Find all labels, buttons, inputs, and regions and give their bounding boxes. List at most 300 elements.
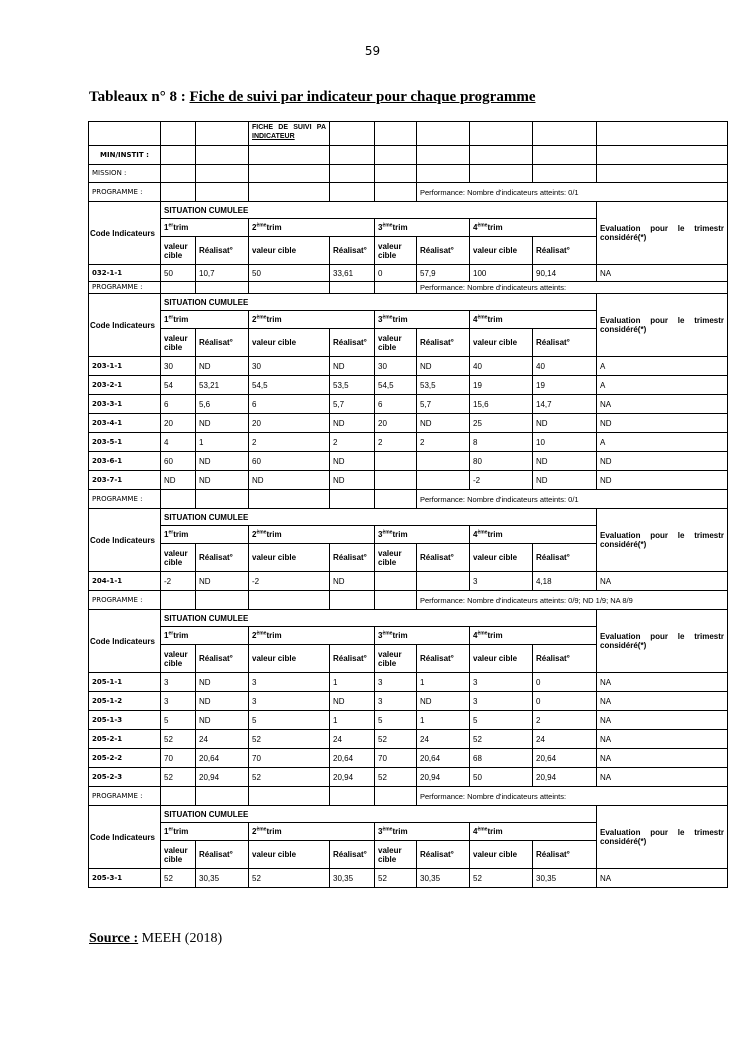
q3-txt: trim: [392, 223, 408, 232]
quarter-1: [161, 219, 249, 237]
cell-v2: 70: [249, 749, 330, 768]
cell-r1: 24: [196, 730, 249, 749]
indicator-code: 203-7-1: [89, 471, 161, 490]
q2-sup: ème: [256, 529, 267, 536]
cell-r2: ND: [330, 357, 375, 376]
cell-r2: ND: [330, 452, 375, 471]
quarter-2: [249, 311, 375, 329]
q3-label: [378, 827, 408, 836]
realisat-label: Réalisat°: [330, 544, 375, 572]
fiche-line-2: INDICATEUR: [252, 133, 295, 140]
empty-cell: [375, 183, 417, 202]
table-row: [89, 768, 728, 787]
cell-v4: -2: [470, 471, 533, 490]
q2-txt: trim: [266, 223, 282, 232]
cell-r3: [417, 572, 470, 591]
empty-cell: [161, 591, 196, 610]
eval-line-1: Evaluation pour le trimestr: [600, 316, 724, 325]
quarter-4: [470, 526, 597, 544]
eval-line-2: considéré(*): [600, 325, 647, 334]
q3-label: [378, 223, 408, 232]
cell-r4: 30,35: [533, 869, 597, 888]
valeur-cible-label: valeur cible: [375, 237, 417, 265]
empty-cell: [470, 122, 533, 146]
cell-r2: 53,5: [330, 376, 375, 395]
cell-v3: 3: [375, 673, 417, 692]
indicator-code: 205-1-3: [89, 711, 161, 730]
cell-v1: 4: [161, 433, 196, 452]
q1-label: [164, 827, 188, 836]
cell-r1: ND: [196, 414, 249, 433]
cell-r3: 1: [417, 711, 470, 730]
situation-row: [89, 806, 728, 823]
cell-r3: 57,9: [417, 265, 470, 282]
empty-cell: [161, 787, 196, 806]
empty-cell: [417, 165, 470, 183]
code-indicateurs-label: Code Indicateurs: [89, 509, 161, 572]
q4-label: [473, 827, 503, 836]
empty-cell: [196, 122, 249, 146]
evaluation-header: [597, 294, 728, 357]
situation-cumulee-label: SITUATION CUMULEE: [161, 202, 597, 219]
quarter-2: [249, 526, 375, 544]
realisat-label: Réalisat°: [196, 841, 249, 869]
evaluation-cell: NA: [597, 768, 728, 787]
realisat-label: Réalisat°: [196, 645, 249, 673]
evaluation-cell: NA: [597, 749, 728, 768]
min-row: [89, 146, 728, 165]
cell-v1: -2: [161, 572, 196, 591]
empty-cell: [533, 122, 597, 146]
tracking-table: [88, 121, 728, 888]
min-instit-label: MIN/INSTIT :: [89, 146, 161, 165]
empty-cell: [161, 122, 196, 146]
q2-label: [252, 827, 282, 836]
valeur-cible-label: valeur cible: [470, 841, 533, 869]
q4-num: 4: [473, 631, 478, 640]
quarter-2: [249, 823, 375, 841]
cell-r3: 20,64: [417, 749, 470, 768]
situation-row: [89, 509, 728, 526]
cell-v3: 6: [375, 395, 417, 414]
empty-cell: [470, 146, 533, 165]
quarter-4: [470, 823, 597, 841]
valeur-cible-label: valeur cible: [470, 329, 533, 357]
table-row: [89, 433, 728, 452]
situation-cumulee-label: SITUATION CUMULEE: [161, 509, 597, 526]
q3-txt: trim: [392, 827, 408, 836]
situation-row: [89, 294, 728, 311]
cell-v3: 54,5: [375, 376, 417, 395]
table-row: [89, 869, 728, 888]
q4-label: [473, 315, 503, 324]
table-row: [89, 692, 728, 711]
cell-r3: ND: [417, 692, 470, 711]
cell-r4: 10: [533, 433, 597, 452]
valeur-cible-label: valeur cible: [161, 237, 196, 265]
empty-cell: [375, 165, 417, 183]
q2-num: 2: [252, 315, 257, 324]
cell-v3: 2: [375, 433, 417, 452]
quarter-3: [375, 219, 470, 237]
valeur-cible-label: valeur cible: [249, 329, 330, 357]
table-title: [89, 89, 535, 106]
realisat-label: Réalisat°: [196, 544, 249, 572]
q1-num: 1: [164, 631, 169, 640]
q3-num: 3: [378, 631, 383, 640]
cell-v3: [375, 452, 417, 471]
cell-v4: 100: [470, 265, 533, 282]
source-note: [89, 931, 222, 947]
q2-num: 2: [252, 530, 257, 539]
q3-txt: trim: [392, 631, 408, 640]
empty-cell: [161, 490, 196, 509]
cell-v3: 5: [375, 711, 417, 730]
table-row: [89, 357, 728, 376]
cell-v4: 3: [470, 572, 533, 591]
evaluation-cell: NA: [597, 395, 728, 414]
realisat-label: Réalisat°: [417, 841, 470, 869]
q3-label: [378, 631, 408, 640]
q2-txt: trim: [266, 631, 282, 640]
q1-num: 1: [164, 223, 169, 232]
cell-v1: 30: [161, 357, 196, 376]
quarter-3: [375, 627, 470, 645]
quarter-2: [249, 219, 375, 237]
empty-cell: [196, 591, 249, 610]
programme-label: PROGRAMME :: [89, 490, 161, 509]
q3-sup: ème: [382, 630, 393, 637]
q1-txt: trim: [173, 827, 189, 836]
realisat-label: Réalisat°: [196, 237, 249, 265]
empty-cell: [196, 183, 249, 202]
realisat-label: Réalisat°: [417, 237, 470, 265]
cell-v1: 6: [161, 395, 196, 414]
empty-cell: [330, 787, 375, 806]
table-row: [89, 452, 728, 471]
eval-line-1: Evaluation pour le trimestr: [600, 632, 724, 641]
quarter-2: [249, 627, 375, 645]
programme-label: PROGRAMME :: [89, 183, 161, 202]
q2-txt: trim: [266, 315, 282, 324]
code-indicateurs-label: Code Indicateurs: [89, 202, 161, 265]
evaluation-cell: A: [597, 376, 728, 395]
valeur-cible-label: valeur cible: [161, 544, 196, 572]
q4-num: 4: [473, 315, 478, 324]
empty-cell: [330, 122, 375, 146]
empty-cell: [417, 146, 470, 165]
q2-num: 2: [252, 631, 257, 640]
q1-sup: er: [168, 630, 174, 637]
cell-r1: 20,94: [196, 768, 249, 787]
empty-cell: [196, 146, 249, 165]
cell-r1: ND: [196, 357, 249, 376]
valeur-cible-label: valeur cible: [375, 645, 417, 673]
q1-sup: er: [168, 826, 174, 833]
indicator-code: 203-2-1: [89, 376, 161, 395]
cell-r4: 2: [533, 711, 597, 730]
cell-r4: 20,94: [533, 768, 597, 787]
empty-cell: [417, 122, 470, 146]
cell-r2: 20,64: [330, 749, 375, 768]
q3-label: [378, 530, 408, 539]
valeur-cible-label: valeur cible: [470, 645, 533, 673]
realisat-label: Réalisat°: [417, 544, 470, 572]
empty-cell: [375, 122, 417, 146]
eval-line-2: considéré(*): [600, 837, 647, 846]
empty-cell: [375, 787, 417, 806]
q2-label: [252, 223, 282, 232]
empty-cell: [330, 282, 375, 294]
table-row: [89, 471, 728, 490]
q3-txt: trim: [392, 530, 408, 539]
valeur-cible-label: valeur cible: [375, 329, 417, 357]
eval-line-2: considéré(*): [600, 641, 647, 650]
cell-r2: 2: [330, 433, 375, 452]
evaluation-cell: ND: [597, 414, 728, 433]
empty-cell: [161, 146, 196, 165]
cell-r3: [417, 471, 470, 490]
empty-cell: [533, 146, 597, 165]
eval-line-1: Evaluation pour le trimestr: [600, 224, 724, 233]
realisat-label: Réalisat°: [533, 237, 597, 265]
cell-r4: 14,7: [533, 395, 597, 414]
evaluation-cell: ND: [597, 452, 728, 471]
q4-num: 4: [473, 827, 478, 836]
programme-label: PROGRAMME :: [89, 282, 161, 294]
cell-r4: 4,18: [533, 572, 597, 591]
quarter-1: [161, 311, 249, 329]
q1-sup: er: [168, 314, 174, 321]
q1-txt: trim: [173, 223, 189, 232]
cell-v4: 15,6: [470, 395, 533, 414]
quarter-4: [470, 311, 597, 329]
situation-row: [89, 610, 728, 627]
valeur-cible-label: valeur cible: [375, 841, 417, 869]
cell-r1: ND: [196, 572, 249, 591]
empty-cell: [161, 183, 196, 202]
empty-cell: [161, 282, 196, 294]
q2-label: [252, 315, 282, 324]
q3-num: 3: [378, 315, 383, 324]
indicator-code: 205-2-2: [89, 749, 161, 768]
empty-cell: [161, 165, 196, 183]
empty-cell: [249, 787, 330, 806]
source-text: MEEH (2018): [138, 931, 223, 946]
fiche-cell: [249, 122, 330, 146]
cell-r4: 90,14: [533, 265, 597, 282]
cell-v1: 5: [161, 711, 196, 730]
table-row: [89, 395, 728, 414]
q4-sup: ème: [477, 222, 488, 229]
evaluation-header: [597, 202, 728, 265]
indicator-code: 205-3-1: [89, 869, 161, 888]
q1-sup: er: [168, 529, 174, 536]
indicator-code: 203-1-1: [89, 357, 161, 376]
fiche-line-1: FICHE DE SUIVI PA: [252, 124, 326, 131]
cell-r3: 30,35: [417, 869, 470, 888]
cell-v2: -2: [249, 572, 330, 591]
empty-cell: [89, 122, 161, 146]
cell-v3: 20: [375, 414, 417, 433]
cell-v1: ND: [161, 471, 196, 490]
valeur-cible-label: valeur cible: [249, 544, 330, 572]
q3-label: [378, 315, 408, 324]
cell-r2: ND: [330, 572, 375, 591]
empty-cell: [196, 490, 249, 509]
q3-num: 3: [378, 827, 383, 836]
cell-v3: 52: [375, 768, 417, 787]
cell-v2: ND: [249, 471, 330, 490]
table-row: [89, 749, 728, 768]
realisat-label: Réalisat°: [533, 329, 597, 357]
quarter-1: [161, 823, 249, 841]
q2-num: 2: [252, 223, 257, 232]
cell-r3: 5,7: [417, 395, 470, 414]
cell-v1: 3: [161, 673, 196, 692]
cell-r2: 1: [330, 673, 375, 692]
cell-r1: 20,64: [196, 749, 249, 768]
cell-v3: [375, 572, 417, 591]
evaluation-header: [597, 509, 728, 572]
cell-v3: 3: [375, 692, 417, 711]
q3-sup: ème: [382, 826, 393, 833]
q2-sup: ème: [256, 630, 267, 637]
indicator-code: 203-6-1: [89, 452, 161, 471]
code-indicateurs-label: Code Indicateurs: [89, 294, 161, 357]
empty-cell: [196, 165, 249, 183]
empty-cell: [249, 183, 330, 202]
evaluation-cell: NA: [597, 265, 728, 282]
performance-text: Performance: Nombre d'indicateurs atteints:: [417, 282, 728, 294]
evaluation-header: [597, 806, 728, 869]
cell-v2: 60: [249, 452, 330, 471]
quarter-3: [375, 823, 470, 841]
cell-v4: 52: [470, 730, 533, 749]
title-prefix: Tableaux n° 8 :: [89, 89, 190, 105]
realisat-label: Réalisat°: [330, 645, 375, 673]
cell-v4: 25: [470, 414, 533, 433]
cell-v4: 80: [470, 452, 533, 471]
programme-row: [89, 282, 728, 294]
valeur-cible-label: valeur cible: [161, 645, 196, 673]
evaluation-cell: NA: [597, 711, 728, 730]
programme-label: PROGRAMME :: [89, 591, 161, 610]
cell-r1: 10,7: [196, 265, 249, 282]
cell-r4: ND: [533, 414, 597, 433]
evaluation-cell: NA: [597, 572, 728, 591]
cell-r1: ND: [196, 471, 249, 490]
empty-cell: [330, 591, 375, 610]
cell-v2: 5: [249, 711, 330, 730]
valeur-cible-label: valeur cible: [249, 645, 330, 673]
cell-r4: 19: [533, 376, 597, 395]
q4-txt: trim: [487, 530, 503, 539]
cell-v1: 54: [161, 376, 196, 395]
valeur-cible-label: valeur cible: [161, 329, 196, 357]
realisat-label: Réalisat°: [330, 841, 375, 869]
q4-label: [473, 631, 503, 640]
empty-cell: [597, 146, 728, 165]
programme-row: [89, 183, 728, 202]
cell-v3: 52: [375, 869, 417, 888]
q3-txt: trim: [392, 315, 408, 324]
table-row: [89, 673, 728, 692]
table-row: [89, 376, 728, 395]
empty-cell: [249, 146, 330, 165]
q4-sup: ème: [477, 826, 488, 833]
eval-line-2: considéré(*): [600, 233, 647, 242]
performance-text: Performance: Nombre d'indicateurs atteints: 0/1: [417, 183, 728, 202]
cell-v2: 52: [249, 869, 330, 888]
cell-v2: 52: [249, 768, 330, 787]
realisat-label: Réalisat°: [330, 237, 375, 265]
cell-r2: ND: [330, 414, 375, 433]
cell-v2: 6: [249, 395, 330, 414]
performance-text: Performance: Nombre d'indicateurs atteints:: [417, 787, 728, 806]
q2-sup: ème: [256, 826, 267, 833]
performance-text: Performance: Nombre d'indicateurs atteints: 0/1: [417, 490, 728, 509]
performance-text: Performance: Nombre d'indicateurs atteints: 0/9; ND 1/9; NA 8/9: [417, 591, 728, 610]
quarter-1: [161, 627, 249, 645]
q2-sup: ème: [256, 314, 267, 321]
cell-v4: 5: [470, 711, 533, 730]
q4-txt: trim: [487, 315, 503, 324]
empty-cell: [470, 165, 533, 183]
q1-txt: trim: [173, 631, 189, 640]
cell-r4: 40: [533, 357, 597, 376]
evaluation-cell: NA: [597, 692, 728, 711]
quarter-4: [470, 219, 597, 237]
evaluation-cell: NA: [597, 730, 728, 749]
q4-sup: ème: [477, 314, 488, 321]
q1-txt: trim: [173, 530, 189, 539]
q2-txt: trim: [266, 530, 282, 539]
evaluation-cell: A: [597, 433, 728, 452]
eval-line-2: considéré(*): [600, 540, 647, 549]
title-underlined: Fiche de suivi par indicateur pour chaque programme: [189, 89, 536, 105]
empty-cell: [330, 146, 375, 165]
realisat-label: Réalisat°: [533, 645, 597, 673]
q1-label: [164, 223, 188, 232]
cell-r3: ND: [417, 357, 470, 376]
cell-r3: 24: [417, 730, 470, 749]
evaluation-cell: A: [597, 357, 728, 376]
evaluation-cell: NA: [597, 673, 728, 692]
empty-cell: [597, 165, 728, 183]
empty-cell: [597, 122, 728, 146]
realisat-label: Réalisat°: [417, 329, 470, 357]
cell-r2: 1: [330, 711, 375, 730]
q4-label: [473, 530, 503, 539]
q2-sup: ème: [256, 222, 267, 229]
cell-r1: ND: [196, 692, 249, 711]
empty-cell: [249, 490, 330, 509]
valeur-cible-label: valeur cible: [249, 237, 330, 265]
cell-r2: 5,7: [330, 395, 375, 414]
q2-num: 2: [252, 827, 257, 836]
cell-r3: ND: [417, 414, 470, 433]
cell-v2: 52: [249, 730, 330, 749]
cell-v3: 52: [375, 730, 417, 749]
cell-r3: 20,94: [417, 768, 470, 787]
cell-v4: 19: [470, 376, 533, 395]
cell-v2: 30: [249, 357, 330, 376]
situation-cumulee-label: SITUATION CUMULEE: [161, 294, 597, 311]
evaluation-cell: ND: [597, 471, 728, 490]
mission-label: MISSION :: [89, 165, 161, 183]
q4-num: 4: [473, 530, 478, 539]
